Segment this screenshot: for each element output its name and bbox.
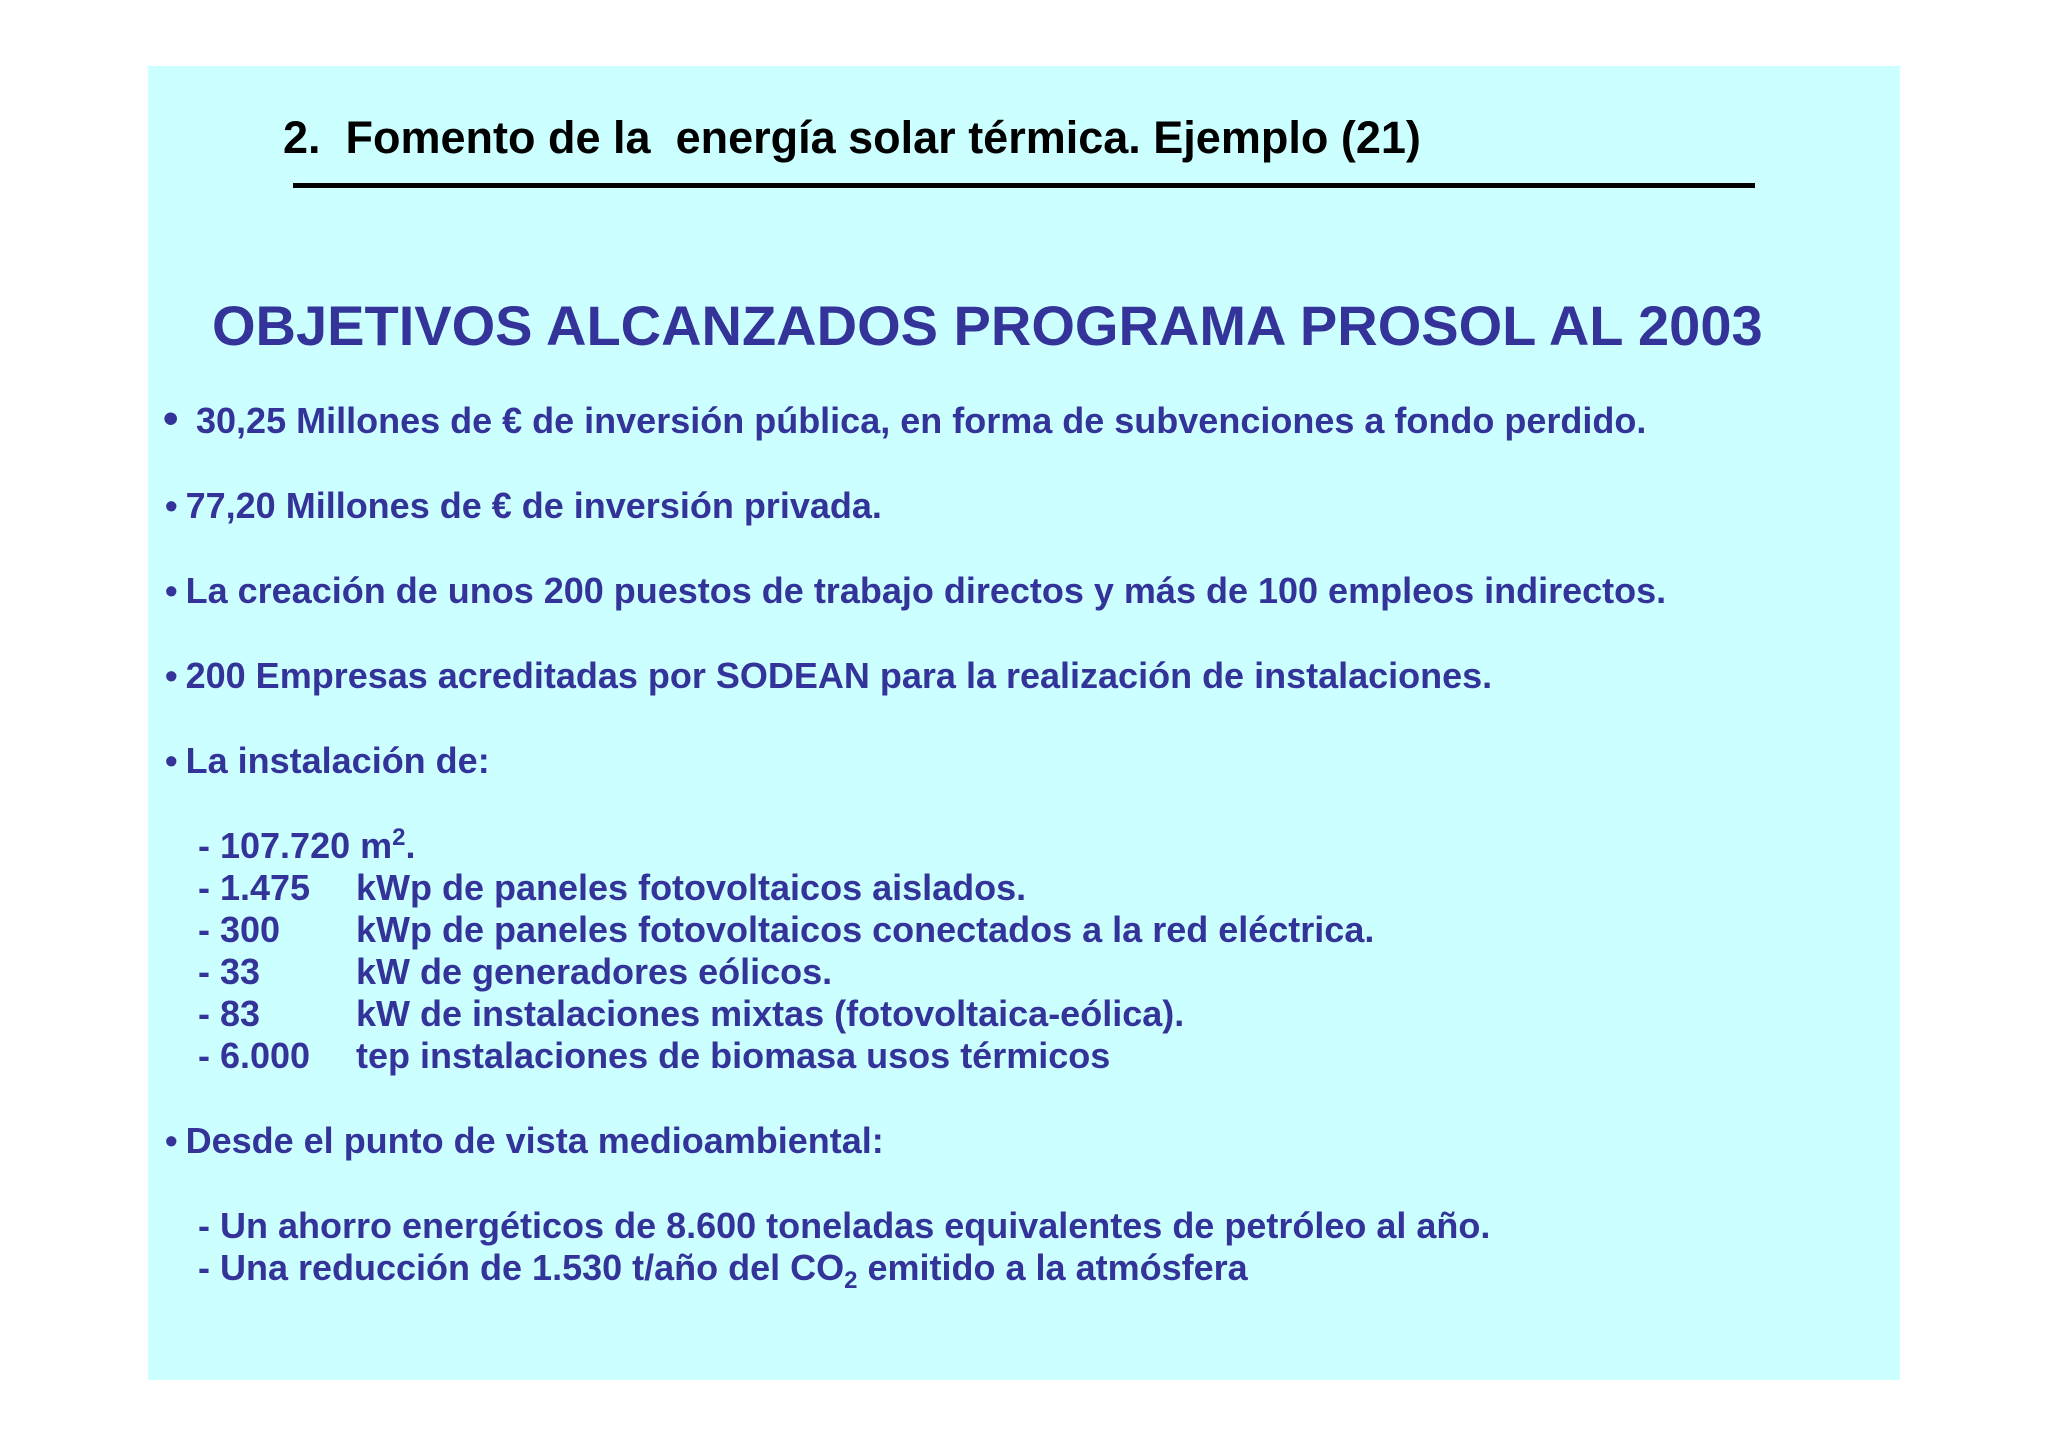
install-area [198,825,416,867]
install-item-text: kW de instalaciones mixtas (fotovoltaica-eólica). [356,993,1185,1034]
install-item-text: kWp de paneles fotovoltaicos conectados a la red eléctrica. [356,909,1375,950]
bullet-5-marker: • [165,740,178,781]
install-item [198,867,1026,909]
install-item-text: kW de generadores eólicos. [356,951,833,992]
bullet-3-marker: • [165,570,178,611]
install-item [198,951,832,993]
main-heading: OBJETIVOS ALCANZADOS PROGRAMA PROSOL AL 2003 [212,294,1763,357]
install-item [198,1035,1110,1077]
environment-line-2-suffix: emitido a la atmósfera [857,1247,1248,1288]
install-item-num: - 300 [198,909,281,950]
bullet-3-text: La creación de unos 200 puestos de trabajo directos y más de 100 empleos indirectos. [185,570,1667,611]
install-item-text: tep instalaciones de biomasa usos térmicos [356,1035,1111,1076]
environment-line-2-text: - Una reducción de 1.530 t/año del CO [198,1247,845,1288]
install-item-text: kWp de paneles fotovoltaicos aislados. [356,867,1027,908]
bullet-6 [165,1120,884,1162]
bullet-2 [165,485,882,527]
install-item-num: - 1.475 [198,867,311,908]
bullet-2-text: 77,20 Millones de € de inversión privada. [185,485,882,526]
install-area-sup: 2 [392,824,406,851]
install-item [198,909,1374,951]
bullet-6-text: Desde el punto de vista medioambiental: [185,1120,884,1161]
bullet-4-marker: • [165,655,178,696]
title-underline [293,183,1755,188]
bullet-5 [165,740,490,782]
bullet-1-marker: • [163,394,179,443]
bullet-4 [165,655,1492,697]
install-item-num: - 83 [198,993,261,1034]
bullet-2-marker: • [165,485,178,526]
install-area-suffix: . [405,825,416,866]
bullet-1-text: 30,25 Millones de € de inversión pública, en forma de subvenciones a fondo perdido. [196,400,1647,441]
slide-title: 2. Fomento de la energía solar térmica. Ejemplo (21) [283,112,1421,163]
bullet-4-text: 200 Empresas acreditadas por SODEAN para la realización de instalaciones. [185,655,1493,696]
bullet-6-marker: • [165,1120,178,1161]
bullet-3 [165,570,1666,612]
install-item-num: - 33 [198,951,261,992]
install-area-value: - 107.720 m [198,825,393,866]
install-item [198,993,1184,1035]
environment-line-1: - Un ahorro energéticos de 8.600 toneladas equivalentes de petróleo al año. [198,1205,1491,1246]
slide-background [148,66,1900,1380]
bullet-5-text: La instalación de: [185,740,490,781]
co2-subscript: 2 [844,1267,858,1295]
install-item-num: - 6.000 [198,1035,311,1076]
environment-line-2 [198,1247,1248,1295]
